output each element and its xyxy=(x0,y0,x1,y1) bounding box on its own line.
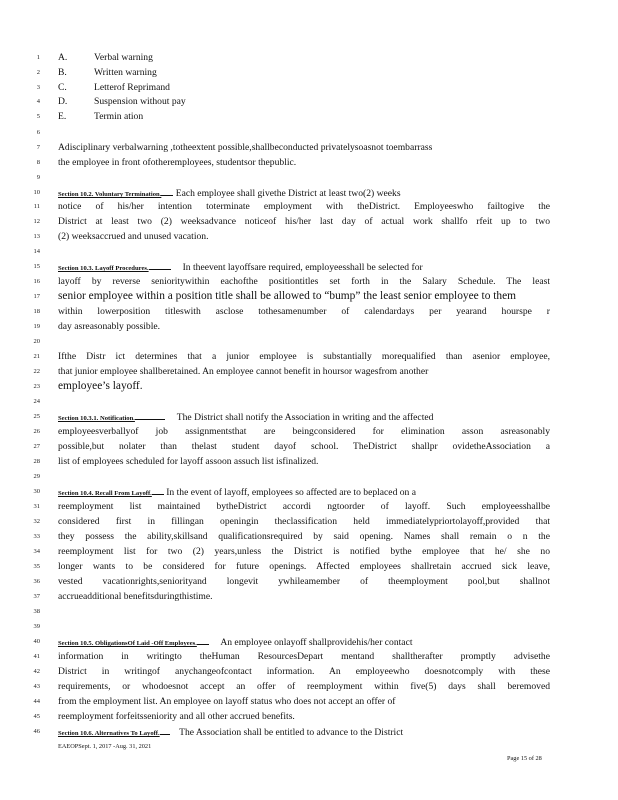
list-text: Verbal warning xyxy=(94,52,153,63)
line-number: 43 xyxy=(33,683,40,690)
line-number: 30 xyxy=(33,488,40,495)
line-number: 11 xyxy=(33,203,40,210)
heading-rule xyxy=(161,188,173,196)
section-heading: Section 10.3.1. Notification. xyxy=(58,415,135,422)
heading-rule xyxy=(152,487,164,495)
line-number: 40 xyxy=(33,638,40,645)
line-number: 13 xyxy=(33,233,40,240)
line-number: 18 xyxy=(33,308,40,315)
body-line: requirements, or whodoesnot accept an offer of reemployment within five(5) days shall beremoved xyxy=(58,682,550,692)
footer-page-number: Page 15 of 28 xyxy=(507,755,542,762)
line-number: 46 xyxy=(33,728,40,735)
line-number: 19 xyxy=(33,323,40,330)
line-number: 28 xyxy=(33,458,40,465)
section-10-3-first-line xyxy=(58,262,550,274)
section-10-2-first-line xyxy=(58,188,550,200)
line-number: 27 xyxy=(33,443,40,450)
line-number: 33 xyxy=(33,533,40,540)
line-number: 14 xyxy=(33,248,40,255)
line-number: 25 xyxy=(33,413,40,420)
footer-contract-dates: EAEOPSept. 1, 2017 -Aug. 31, 2021 xyxy=(58,743,152,750)
line-number: 22 xyxy=(33,368,40,375)
body-line: considered first in fillingan openingin theclassification held immediatelypriortolayoff,provided that xyxy=(58,517,550,527)
line-number: 32 xyxy=(33,518,40,525)
line-number: 21 xyxy=(33,353,40,360)
body-line: accrueadditional benefitsduringthistime. xyxy=(58,592,213,602)
line-number: 5 xyxy=(36,113,40,120)
line-number: 6 xyxy=(36,129,40,136)
section-10-3-1-first-line xyxy=(58,412,550,424)
line-number: 35 xyxy=(33,563,40,570)
list-letter: A. xyxy=(58,52,68,63)
body-line: they possess the ability,skillsand qualificationsrequired by said opening. Names shall remain o n the xyxy=(58,532,550,542)
list-item xyxy=(58,53,153,63)
heading-rule xyxy=(197,637,209,645)
heading-rule xyxy=(149,262,171,270)
line-number: 38 xyxy=(33,608,40,615)
body-line: vested vacationrights,seniorityand longevit ywhileamember of theemployment pool,but shallnot xyxy=(58,577,550,587)
body-line-large: employee’s layoff. xyxy=(58,380,143,392)
section-first-text: An employee onlayoff shallprovidehis/her contact xyxy=(220,637,413,648)
list-text: Written warning xyxy=(94,67,157,78)
list-text: Suspension without pay xyxy=(94,96,186,107)
section-heading: Section 10.3. Layoff Procedures. xyxy=(58,265,149,272)
body-line-large: senior employee within a position title shall be allowed to “bump” the least senior employee to them xyxy=(58,290,517,302)
section-first-text: The District shall notify the Association in writing and the affected xyxy=(176,412,434,423)
body-line: from the employment list. An employee on layoff status who does not accept an offer of xyxy=(58,697,396,707)
list-letter: B. xyxy=(58,67,67,78)
list-item xyxy=(58,83,170,93)
section-10-5-first-line xyxy=(58,637,550,649)
body-line: the employee in front ofotheremployees, studentsor thepublic. xyxy=(58,158,297,168)
list-text: Termin ation xyxy=(94,111,144,122)
section-heading: Section 10.5. ObligationsOf Laid -Off Employees. xyxy=(58,640,197,647)
section-first-text: In theevent layoffsare required, employeesshall be selected for xyxy=(182,262,423,273)
body-line: within lowerposition titleswith asclose tothesamenumber of calendardays per yearand hourspe r xyxy=(58,307,550,317)
body-line: District in writingof anychangeofcontact information. An employeewho doesnotcomply with these xyxy=(58,667,550,677)
line-number: 45 xyxy=(33,713,40,720)
list-letter: C. xyxy=(58,82,67,93)
line-number: 26 xyxy=(33,428,40,435)
body-line: day asreasonably possible. xyxy=(58,322,161,332)
section-heading: Section 10.6. Alternatives To Layoff. xyxy=(58,730,160,737)
body-line: possible,but nolater than thelast student dayof school. TheDistrict shallpr ovidetheAssociation a xyxy=(58,442,550,452)
line-number: 20 xyxy=(33,338,40,345)
section-10-6-first-line xyxy=(58,727,550,739)
line-number: 41 xyxy=(33,653,40,660)
body-line: reemployment forfeitsseniority and all other accrued benefits. xyxy=(58,712,295,722)
line-number: 36 xyxy=(33,578,40,585)
body-line: employeesverballyof job assignmentsthat are beingconsidered for elimination asson asreasonably xyxy=(58,427,550,437)
line-number: 7 xyxy=(36,144,40,151)
section-heading: Section 10.4. Recall From Layoff. xyxy=(58,490,152,497)
heading-rule xyxy=(160,727,170,735)
line-number: 4 xyxy=(36,98,40,105)
line-number: 42 xyxy=(33,668,40,675)
body-line: District at least two (2) weeksadvance noticeof his/her last day of actual work shallfo rfeit up to two xyxy=(58,217,550,227)
body-line: list of employees scheduled for layoff assoon assuch list isfinalized. xyxy=(58,457,319,467)
section-first-text: In the event of layoff, employees so affected are to beplaced on a xyxy=(166,487,417,498)
line-number: 2 xyxy=(36,69,40,76)
body-line: Adisciplinary verbalwarning ,totheextent possible,shallbeconducted privatelysoasnot toembarrass xyxy=(58,143,433,153)
list-item xyxy=(58,68,157,78)
section-10-4-first-line xyxy=(58,487,550,499)
body-line: that junior employee shallberetained. An employee cannot benefit in hoursor wagesfrom another xyxy=(58,367,429,377)
body-line: layoff by reverse senioritywithin eachofthe positiontitles set forth in the Salary Schedule. The least xyxy=(58,277,550,287)
line-number: 16 xyxy=(33,278,40,285)
body-line: reemployment list for two (2) years,unless the District is notified bythe employee that he/ she no xyxy=(58,547,550,557)
line-number: 39 xyxy=(33,623,40,630)
section-heading: Section 10.2. Voluntary Termination. xyxy=(58,191,162,198)
list-item xyxy=(58,112,143,122)
body-line: information in writingto theHuman ResourcesDepart mentand shalltherafter promptly advisethe xyxy=(58,652,550,662)
section-first-text: The Association shall be entitled to advance to the District xyxy=(179,727,404,738)
line-number: 31 xyxy=(33,503,40,510)
body-line: (2) weeksaccrued and unused vacation. xyxy=(58,232,209,242)
list-item xyxy=(58,97,186,107)
body-line: notice of his/her intention toterminate employment with theDistrict. Employeeswho failtogive the xyxy=(58,202,550,212)
line-number: 34 xyxy=(33,548,40,555)
list-text: Letterof Reprimand xyxy=(94,82,170,93)
line-number: 8 xyxy=(36,159,40,166)
line-number: 12 xyxy=(33,218,40,225)
line-number: 15 xyxy=(33,263,40,270)
line-number: 29 xyxy=(33,473,40,480)
heading-rule xyxy=(135,412,165,420)
list-letter: E. xyxy=(58,111,67,122)
body-line: reemployment list maintained bytheDistrict accordi ngtoorder of layoff. Such employeesshallbe xyxy=(58,502,550,512)
line-number: 17 xyxy=(33,293,40,300)
line-number: 10 xyxy=(33,189,40,196)
body-line: longer wants to be considered for future openings. Affected employees shallretain accrued sick leave, xyxy=(58,562,550,572)
line-number: 23 xyxy=(33,383,40,390)
line-number: 3 xyxy=(36,84,40,91)
section-first-text: Each employee shall givethe District at least two(2) weeks xyxy=(175,188,401,199)
line-number: 24 xyxy=(33,398,40,405)
line-number: 9 xyxy=(36,174,40,181)
line-number: 44 xyxy=(33,698,40,705)
list-letter: D. xyxy=(58,96,68,107)
line-number: 1 xyxy=(36,54,40,61)
body-line: Ifthe Distr ict determines that a junior employee is substantially morequalified than asenior employee, xyxy=(58,352,550,362)
line-number: 37 xyxy=(33,593,40,600)
